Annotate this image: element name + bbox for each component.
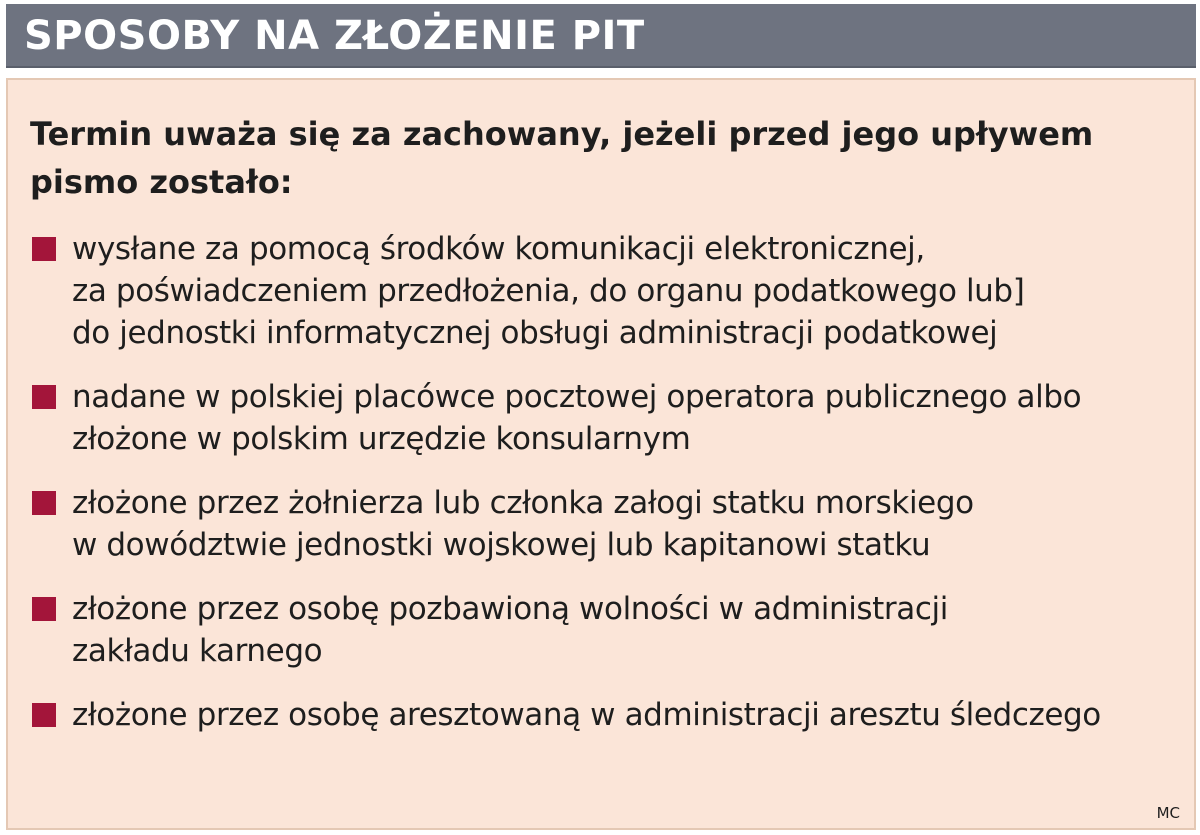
- list-item-text: złożone przez osobę pozbawioną wolności w administracji zakładu karnego: [72, 591, 948, 669]
- list-item-text: wysłane za pomocą środków komunikacji elektronicznej, za poświadczeniem przedłożenia, do organu podatkowego lub] do jednostki informatycznej obsługi administracji podatkowej: [72, 231, 1025, 351]
- square-bullet-icon: [32, 491, 56, 515]
- list-item: [30, 588, 1190, 672]
- list-item-text: nadane w polskiej placówce pocztowej operatora publicznego albo złożone w polskim urzędzie konsularnym: [72, 379, 1082, 457]
- square-bullet-icon: [32, 237, 56, 261]
- intro-text: Termin uważa się za zachowany, jeżeli przed jego upływem pismo zostało:: [30, 115, 1094, 201]
- square-bullet-icon: [32, 597, 56, 621]
- square-bullet-icon: [32, 703, 56, 727]
- list-item-text: złożone przez żołnierza lub członka załogi statku morskiego w dowództwie jednostki wojskowej lub kapitanowi statku: [72, 485, 974, 563]
- author-signature: MC: [1156, 804, 1180, 822]
- square-bullet-icon: [32, 385, 56, 409]
- list-item: [30, 694, 1190, 736]
- title-bar: [6, 4, 1196, 68]
- methods-list: [30, 228, 1190, 758]
- list-item: [30, 228, 1190, 354]
- list-item: [30, 376, 1190, 460]
- list-item: [30, 482, 1190, 566]
- content-panel: [6, 78, 1196, 830]
- list-item-text: złożone przez osobę aresztowaną w administracji aresztu śledczego: [72, 697, 1101, 733]
- page-title: SPOSOBY NA ZŁOŻENIE PIT: [24, 13, 645, 59]
